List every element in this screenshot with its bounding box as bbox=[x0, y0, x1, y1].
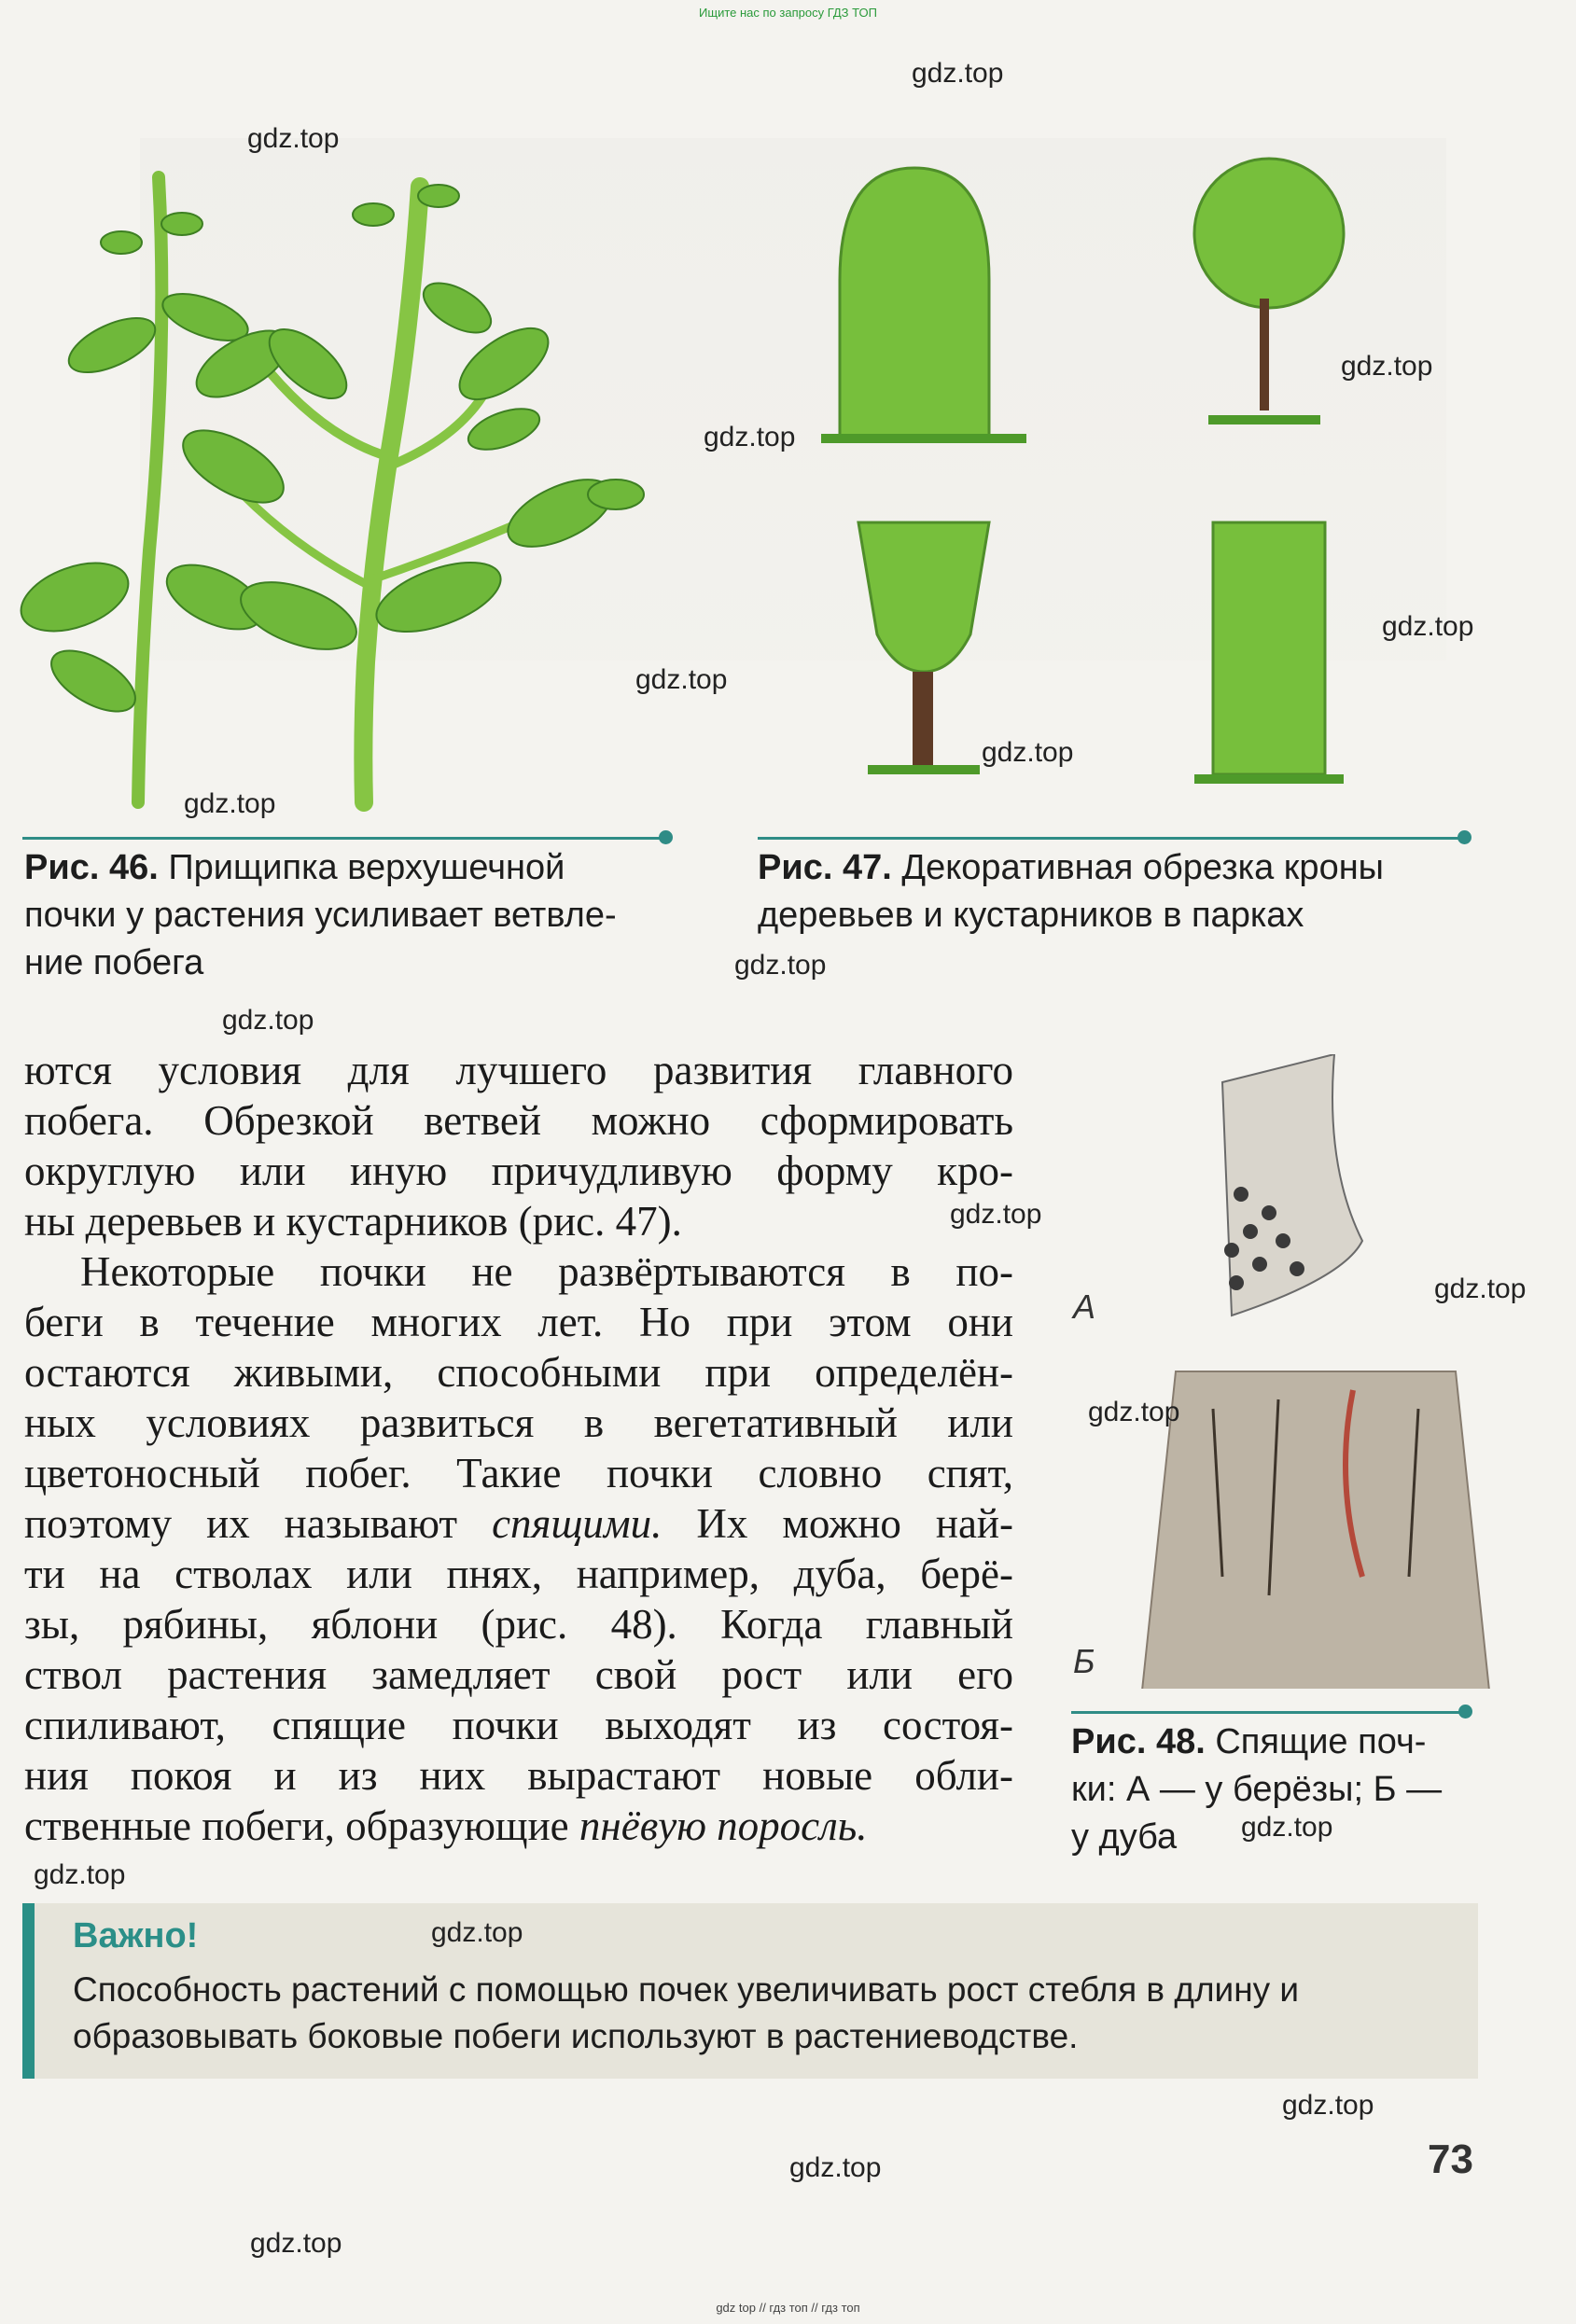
watermark: gdz.top bbox=[950, 1199, 1042, 1230]
figure-46-illustration bbox=[19, 159, 690, 812]
paragraph-2-line: ния покоя и из них вырастают новые обли- bbox=[24, 1752, 1013, 1799]
figure-46-number: Рис. 46. bbox=[24, 848, 159, 887]
watermark: gdz.top bbox=[1282, 2090, 1374, 2121]
watermark: gdz.top bbox=[431, 1917, 523, 1948]
paragraph-2-line: цветоносный побег. Такие почки словно спят, bbox=[24, 1450, 1013, 1496]
figure-46-caption-line2: почки у растения усиливает ветвле- bbox=[24, 896, 617, 935]
paragraph-2-line bbox=[24, 1801, 1013, 1851]
figure-47-rule-dot bbox=[1457, 830, 1471, 844]
header-note: Ищите нас по запросу ГДЗ ТОП bbox=[699, 6, 877, 20]
figure-48-caption-line3: у дуба bbox=[1071, 1817, 1178, 1857]
watermark: gdz.top bbox=[250, 2228, 342, 2259]
watermark: gdz.top bbox=[34, 1859, 126, 1890]
figure-48-caption-line1: Спящие поч- bbox=[1215, 1722, 1427, 1761]
figure-48-caption-line2: ки: А — у берёзы; Б — bbox=[1071, 1770, 1443, 1809]
watermark: gdz.top bbox=[704, 422, 796, 452]
paragraph-2-text: Их можно най- bbox=[662, 1500, 1014, 1547]
figure-48-rule bbox=[1071, 1711, 1468, 1714]
figure-47-caption-line2: деревьев и кустарников в парках bbox=[758, 896, 1304, 935]
figure-47-caption-line1: Декоративная обрезка кроны bbox=[901, 848, 1384, 887]
watermark: gdz.top bbox=[1341, 351, 1433, 382]
paragraph-1-line: округлую или иную причудливую форму кро- bbox=[24, 1148, 1013, 1194]
watermark: gdz.top bbox=[912, 58, 1004, 89]
important-accent-bar bbox=[22, 1903, 35, 2079]
figure-48-illustration bbox=[1120, 1054, 1530, 1689]
figure-47-illustration bbox=[821, 149, 1474, 821]
paragraph-2-text: Некоторые почки не развёртываются в по- bbox=[80, 1248, 1013, 1295]
paragraph-1-line: ются условия для лучшего развития главного bbox=[24, 1047, 1013, 1093]
paragraph-1-line: ны деревьев и кустарников (рис. 47). bbox=[24, 1198, 682, 1245]
watermark: gdz.top bbox=[1241, 1812, 1333, 1843]
term-stump-growth: пнёвую поросль. bbox=[579, 1802, 868, 1849]
watermark: gdz.top bbox=[1382, 611, 1474, 642]
watermark: gdz.top bbox=[222, 1005, 314, 1036]
figure-47-number: Рис. 47. bbox=[758, 848, 892, 887]
figure-47-caption bbox=[758, 844, 1485, 939]
paragraph-1-line: побега. Обрезкой ветвей можно сформировать bbox=[24, 1097, 1013, 1144]
figure-46-rule bbox=[22, 837, 666, 840]
important-text: Способность растений с помощью почек увеличивать рост стебля в длину и образовывать боковые побеги используют в растениеводстве. bbox=[73, 1970, 1300, 2055]
figure-46-caption-line3: ние побега bbox=[24, 943, 204, 982]
paragraph-2-line bbox=[24, 1246, 1013, 1297]
watermark: gdz.top bbox=[635, 664, 728, 695]
watermark: gdz.top bbox=[1434, 1273, 1527, 1304]
paragraph-2-line: беги в течение многих лет. Но при этом они bbox=[24, 1299, 1013, 1345]
paragraph-2 bbox=[24, 1246, 1013, 1851]
paragraph-2-text: ственные побеги, образующие bbox=[24, 1802, 579, 1849]
paragraph-2-line: зы, рябины, яблони (рис. 48). Когда главный bbox=[24, 1601, 1013, 1648]
important-title: Важно! bbox=[73, 1916, 199, 1955]
paragraph-2-line: ствол растения замедляет свой рост или его bbox=[24, 1651, 1013, 1698]
figure-46-caption-line1: Прищипка верхушечной bbox=[168, 848, 565, 887]
paragraph-2-line bbox=[24, 1498, 1013, 1549]
watermark: gdz.top bbox=[247, 123, 340, 154]
paragraph-2-line: остаются живыми, способными при определён- bbox=[24, 1349, 1013, 1396]
watermark: gdz.top bbox=[789, 2152, 882, 2183]
figure-46-rule-dot bbox=[659, 830, 673, 844]
paragraph-2-line: ных условиях развиться в вегетативный или bbox=[24, 1399, 1013, 1446]
watermark: gdz.top bbox=[1088, 1397, 1180, 1427]
watermark: gdz.top bbox=[982, 737, 1074, 768]
paragraph-2-line: спиливают, спящие почки выходят из состоя- bbox=[24, 1702, 1013, 1748]
figure-48-label-b: Б bbox=[1073, 1642, 1095, 1680]
page-number: 73 bbox=[1428, 2136, 1473, 2182]
paragraph-1 bbox=[24, 1045, 1013, 1246]
figure-47-rule bbox=[758, 837, 1467, 840]
watermark: gdz.top bbox=[184, 788, 276, 819]
paragraph-2-line: ти на стволах или пнях, например, дуба, берё- bbox=[24, 1551, 1013, 1597]
figure-48-label-a: А bbox=[1073, 1287, 1096, 1326]
figure-48-rule-dot bbox=[1458, 1705, 1472, 1719]
paragraph-2-text: поэтому их называют bbox=[24, 1500, 493, 1547]
watermark: gdz.top bbox=[734, 950, 827, 981]
footer-note: gdz top // гдз топ // гдз топ bbox=[716, 2301, 860, 2315]
figure-48-number: Рис. 48. bbox=[1071, 1722, 1206, 1761]
figure-46-caption bbox=[24, 844, 668, 987]
term-sleeping: спящими. bbox=[492, 1500, 662, 1547]
